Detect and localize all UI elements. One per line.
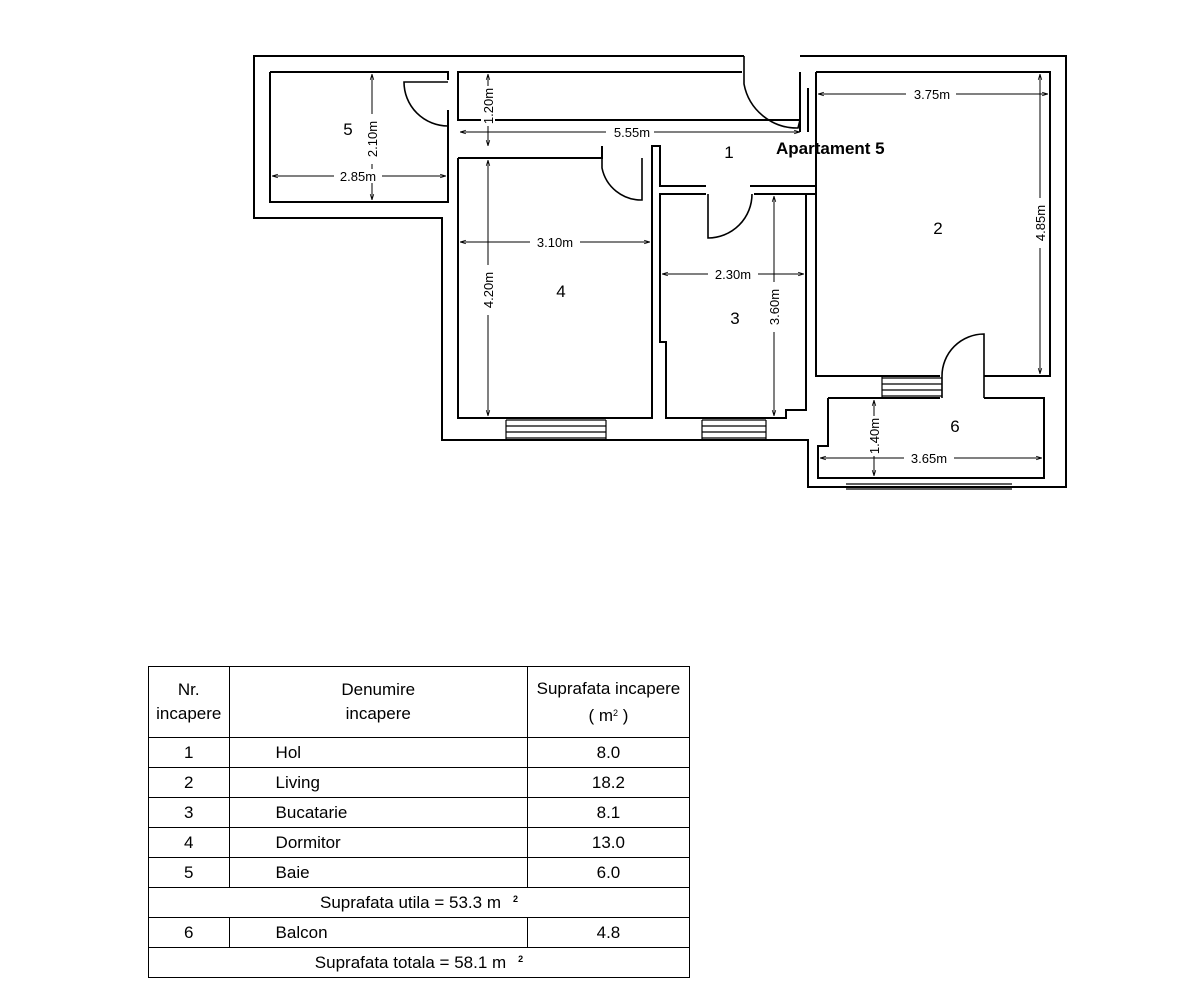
- inner-wall-living-2: [800, 72, 808, 132]
- row-name: Balcon: [229, 918, 527, 948]
- plan-title: Apartament 5: [776, 139, 885, 158]
- useful-area-sup: 2: [512, 893, 518, 904]
- header-name-line2: incapere: [345, 704, 411, 723]
- dim-baie-height: 2.10m: [365, 120, 380, 158]
- row-nr: 3: [149, 798, 230, 828]
- room-number-4: 4: [556, 282, 566, 301]
- header-area-close: ): [618, 705, 629, 725]
- dim-living-width: 3.75m: [913, 87, 951, 102]
- dim-bucatarie-length: 3.60m: [767, 288, 782, 326]
- inner-wall-hol-baie: [458, 72, 800, 120]
- room-number-3: 3: [730, 309, 740, 328]
- row-area: 6.0: [527, 858, 689, 888]
- useful-area-total: [149, 888, 690, 918]
- total-area-text: Suprafata totala = 58.1 m: [314, 952, 507, 972]
- row-nr: 2: [149, 768, 230, 798]
- table-row: [149, 828, 690, 858]
- row-name: Bucatarie: [229, 798, 527, 828]
- header-nr: [149, 667, 230, 738]
- dim-dormitor-width: 3.10m: [536, 235, 574, 250]
- dim-hol-length: 5.55m: [613, 125, 651, 140]
- inner-wall-balcon: [818, 398, 1044, 478]
- row-area: 8.1: [527, 798, 689, 828]
- header-area-line1: Suprafata incapere: [536, 678, 681, 698]
- dim-balcon-width: 3.65m: [910, 451, 948, 466]
- window-bucatarie: [702, 420, 766, 440]
- room-area-table: [148, 666, 690, 978]
- door-balcon: [942, 334, 984, 398]
- room-number-5: 5: [343, 120, 353, 139]
- row-nr: 6: [149, 918, 230, 948]
- row-nr: 5: [149, 858, 230, 888]
- door-bucatarie: [708, 194, 752, 238]
- row-nr: 4: [149, 828, 230, 858]
- total-area-row: [149, 948, 690, 978]
- row-name: Baie: [229, 858, 527, 888]
- inner-wall-bucatarie: [660, 186, 816, 418]
- table-row: [149, 798, 690, 828]
- header-nr-line2: incapere: [156, 704, 222, 723]
- row-nr: 1: [149, 738, 230, 768]
- dim-balcon-depth: 1.40m: [867, 417, 882, 455]
- dim-dormitor-length: 4.20m: [481, 271, 496, 309]
- dim-bucatarie-width: 2.30m: [714, 267, 752, 282]
- row-name: Dormitor: [229, 828, 527, 858]
- row-area: 18.2: [527, 768, 689, 798]
- row-name: Hol: [229, 738, 527, 768]
- room-number-2: 2: [933, 219, 943, 238]
- door-baie: [404, 82, 448, 126]
- row-area: 13.0: [527, 828, 689, 858]
- table-row: [149, 738, 690, 768]
- window-dormitor: [506, 420, 606, 440]
- header-name-line1: Denumire: [341, 680, 416, 699]
- table-row: [149, 918, 690, 948]
- door-dormitor: [602, 158, 642, 200]
- table-row: [149, 768, 690, 798]
- door-entrance: [744, 56, 800, 128]
- header-area-line2: ( m: [588, 705, 614, 725]
- table-header-row: [149, 667, 690, 738]
- row-name: Living: [229, 768, 527, 798]
- header-area-sup: 2: [613, 707, 619, 718]
- useful-area-text: Suprafata utila = 53.3 m: [320, 892, 501, 912]
- total-area: [149, 948, 690, 978]
- total-area-sup: 2: [518, 953, 524, 964]
- header-name: [229, 667, 527, 738]
- dim-hol-width: 1.20m: [481, 87, 496, 125]
- useful-area-row: [149, 888, 690, 918]
- header-area: [527, 667, 689, 738]
- table-row: [149, 858, 690, 888]
- room-number-1: 1: [724, 143, 734, 162]
- dim-living-length: 4.85m: [1033, 204, 1048, 242]
- window-living-balcon: [882, 376, 942, 398]
- room-number-6: 6: [950, 417, 960, 436]
- header-nr-line1: Nr.: [177, 680, 200, 699]
- row-area: 4.8: [527, 918, 689, 948]
- dim-baie-width: 2.85m: [339, 169, 377, 184]
- windows: [506, 376, 1012, 489]
- row-area: 8.0: [527, 738, 689, 768]
